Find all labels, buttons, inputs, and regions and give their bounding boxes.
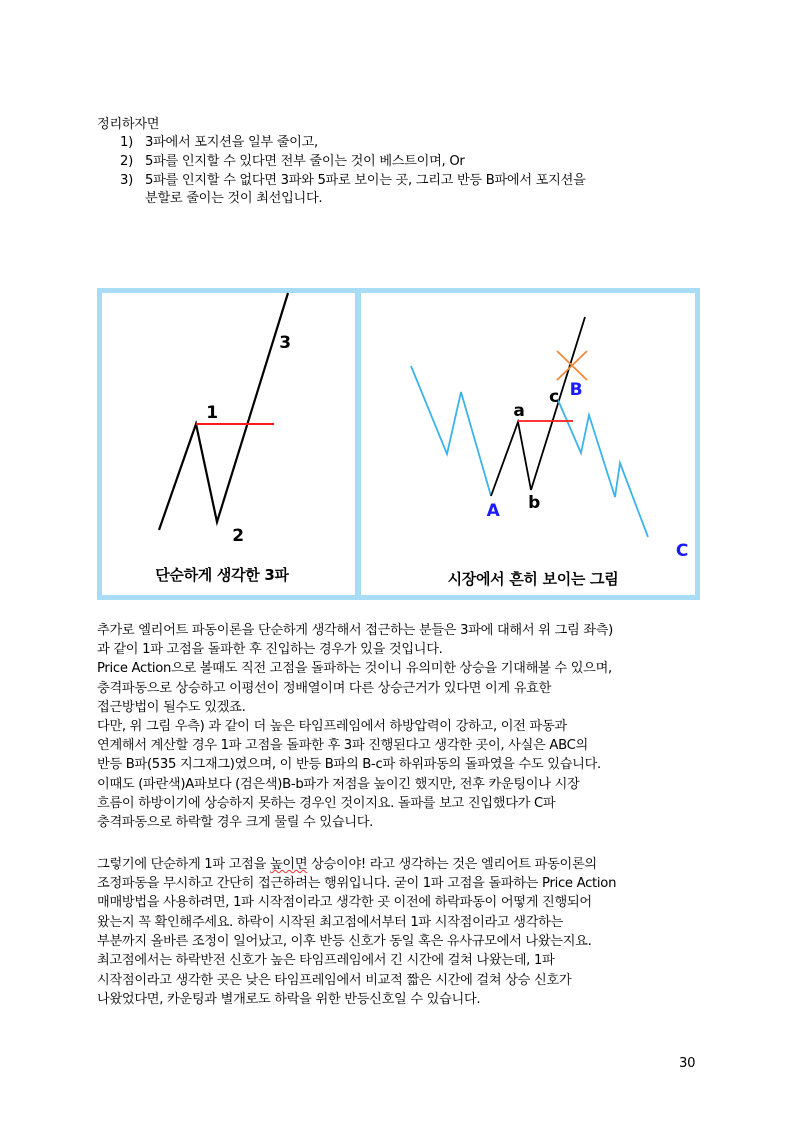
- paragraph-line: 최고점에서는 하락반전 신호가 높은 타임프레임에서 긴 시간에 걸쳐 나왔는데, 1파: [97, 953, 555, 969]
- right-panel: [361, 293, 695, 595]
- list-number: 3): [120, 173, 133, 188]
- paragraph-line: 시작점이라고 생각한 곳은 낮은 타임프레임에서 비교적 짧은 시간에 걸쳐 상승 신호가: [97, 972, 572, 988]
- paragraph-line: 부분까지 올바른 조정이 일어났고, 이후 반등 신호가 동일 혹은 유사규모에서 나왔는지요.: [97, 933, 592, 949]
- left-panel: [102, 293, 355, 595]
- text-segment: 그렇기에 단순하게 1파 고점을: [97, 857, 270, 872]
- list-item: 5파를 인지할 수 없다면 3파와 5파로 보이는 곳, 그리고 반등 B파에서 포지션을: [145, 173, 586, 188]
- label-A: A: [486, 501, 500, 521]
- right-caption: 시장에서 흔히 보이는 그림: [447, 570, 619, 588]
- list-item: 5파를 인지할 수 있다면 전부 줄이는 것이 베스트이며, Or: [145, 154, 465, 169]
- summary-heading: 정리하자면: [97, 117, 160, 132]
- paragraph-line: 접근방법이 될수도 있겠죠.: [97, 699, 246, 715]
- paragraph-line: Price Action으로 볼때도 직전 고점을 돌파하는 것이니 유의미한 상승을 기대해볼 수 있으며,: [97, 661, 612, 677]
- label-2: 2: [232, 526, 244, 546]
- label-c: c: [549, 387, 559, 407]
- elliott-wave-figure: [97, 288, 700, 600]
- label-B: B: [569, 380, 583, 400]
- paragraph-line: 이때도 (파란색)A파보다 (검은색)B-b파가 저점을 높이긴 했지만, 전후 카운팅이나 시장: [97, 776, 580, 792]
- paragraph-line: 나왔었다면, 카운팅과 별개로도 하락을 위한 반등신호일 수 있습니다.: [97, 991, 481, 1007]
- list-item-continued: 분할로 줄이는 것이 최선입니다.: [145, 191, 323, 206]
- label-1: 1: [206, 403, 218, 423]
- label-3: 3: [279, 333, 291, 353]
- label-a: a: [513, 401, 525, 421]
- paragraph-line: 추가로 엘리어트 파동이론을 단순하게 생각해서 접근하는 분들은 3파에 대해서 위 그림 좌측): [97, 623, 613, 638]
- list-number: 2): [120, 154, 133, 169]
- list-item: 3파에서 포지션을 일부 줄이고,: [145, 135, 318, 150]
- spellcheck-word: 높이면: [269, 857, 308, 872]
- text-segment: 상승이야! 라고 생각하는 것은 엘리어트 파동이론의: [307, 857, 597, 872]
- paragraph-line: 왔는지 꼭 확인해주세요. 하락이 시작된 최고점에서부터 1파 시작점이라고 생각하는: [97, 914, 564, 930]
- paragraph-line: 반등 B파(535 지그재그)였으며, 이 반등 B파의 B-c파 하위파동의 돌파였을 수도 있습니다.: [97, 757, 601, 773]
- label-b: b: [528, 493, 540, 513]
- paragraph-line: 연계해서 계산할 경우 1파 고점을 돌파한 후 3파 진행된다고 생각한 곳이, 사실은 ABC의: [97, 738, 588, 754]
- paragraph-line: 과 같이 1파 고점을 돌파한 후 진입하는 경우가 있을 것입니다.: [97, 642, 443, 658]
- paragraph-line: 조정파동을 무시하고 간단히 접근하려는 행위입니다. 굳이 1파 고점을 돌파하는 Price Action: [97, 876, 617, 891]
- paragraph-line: 충격파동으로 상승하고 이평선이 정배열이며 다른 상승근거가 있다면 이게 유효한: [97, 680, 552, 696]
- paragraph-line: 다만, 위 그림 우측) 과 같이 더 높은 타임프레임에서 하방압력이 강하고, 이전 파동과: [97, 719, 567, 734]
- list-number: 1): [120, 135, 133, 150]
- paragraph-line: 흐름이 하방이기에 상승하지 못하는 경우인 것이지요. 돌파를 보고 진입했다가 C파: [97, 795, 556, 811]
- paragraph-line: 매매방법을 사용하려면, 1파 시작점이라고 생각한 곳 이전에 하락파동이 어떻게 진행되어: [97, 895, 592, 911]
- page-number: 30: [679, 1056, 696, 1071]
- left-caption: 단순하게 생각한 3파: [155, 566, 289, 584]
- label-C: C: [675, 541, 689, 561]
- paragraph-line: 충격파동으로 하락할 경우 크게 물릴 수 있습니다.: [97, 815, 374, 830]
- paragraph-line: [97, 856, 597, 874]
